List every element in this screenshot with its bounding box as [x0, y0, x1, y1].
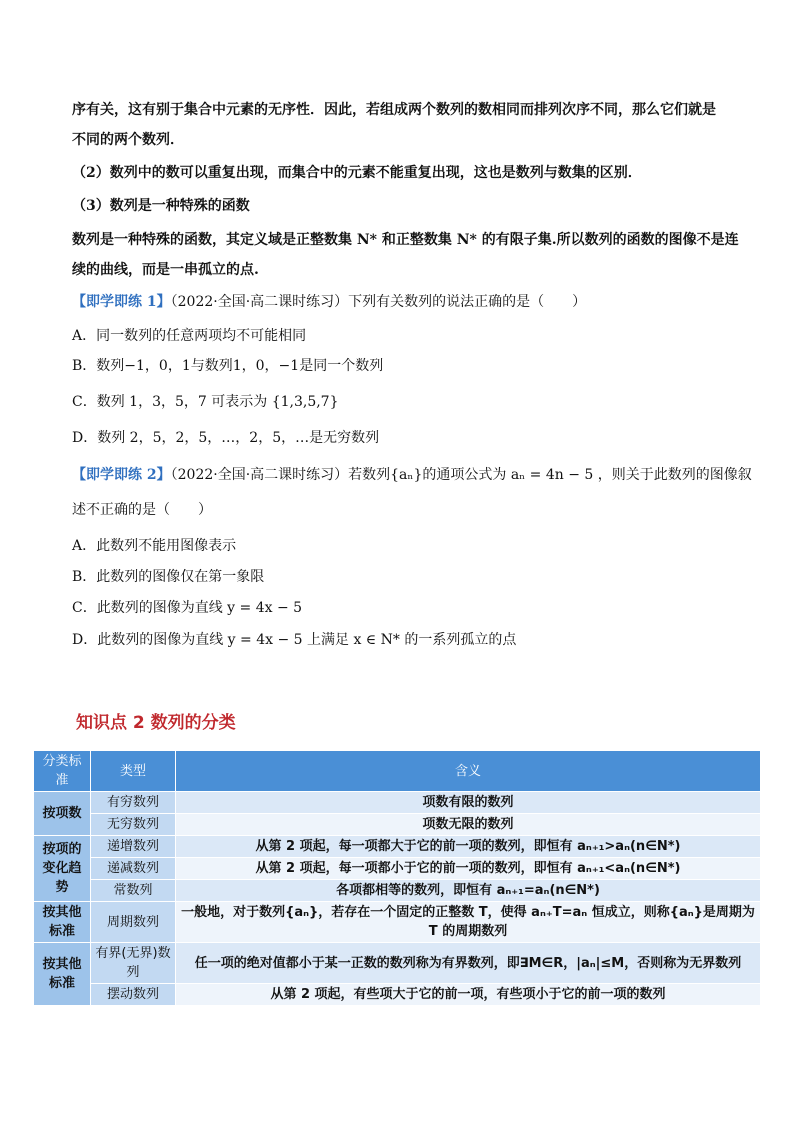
paragraph-line: （3）数列是一种特殊的函数 [72, 198, 250, 214]
question-1-stem [72, 292, 586, 312]
question-2-option: A．此数列不能用图像表示 [72, 538, 237, 554]
type-cell: 无穷数列 [91, 814, 176, 836]
table-row [34, 943, 761, 984]
question-2-option: D．此数列的图像为直线 y = 4x − 5 上满足 x ∈ N* 的一系列孤立的点 [72, 632, 517, 648]
paragraph-line: 续的曲线，而是一串孤立的点. [72, 262, 259, 278]
meaning-cell: 项数有限的数列 [176, 792, 761, 814]
type-cell: 递增数列 [91, 836, 176, 858]
table-row [34, 902, 761, 943]
paragraph-line: （2）数列中的数可以重复出现，而集合中的元素不能重复出现，这也是数列与数集的区别． [72, 165, 642, 181]
question-2-stem-cont: 述不正确的是（ ） [72, 502, 212, 518]
table-row [34, 792, 761, 814]
type-cell: 递减数列 [91, 858, 176, 880]
meaning-cell: 从第 2 项起，每一项都小于它的前一项的数列，即恒有 aₙ₊₁<aₙ(n∈N*) [176, 858, 761, 880]
question-2-stem [72, 465, 752, 485]
question-2-text: （2022·全国·高二课时练习）若数列{aₙ}的通项公式为 aₙ = 4n − 5 ，则关于此数列的图像叙 [170, 467, 752, 483]
group-cell: 按其他标准 [34, 943, 91, 1006]
header-cell: 类型 [91, 751, 176, 792]
type-cell: 常数列 [91, 880, 176, 902]
group-cell: 按其他标准 [34, 902, 91, 943]
paragraph-line: 序有关，这有别于集合中元素的无序性．因此，若组成两个数列的数相同而排列次序不同，那么它们就是 [72, 102, 716, 118]
table-row [34, 836, 761, 858]
meaning-cell: 项数无限的数列 [176, 814, 761, 836]
classification-table [33, 750, 761, 1006]
meaning-cell: 各项都相等的数列，即恒有 aₙ₊₁=aₙ(n∈N*) [176, 880, 761, 902]
header-cell: 含义 [176, 751, 761, 792]
group-cell: 按项数 [34, 792, 91, 836]
question-2-option: C．此数列的图像为直线 y = 4x − 5 [72, 600, 303, 616]
section-heading: 知识点 2 数列的分类 [76, 713, 236, 733]
type-cell: 有界(无界)数列 [91, 943, 176, 984]
group-cell: 按项的变化趋势 [34, 836, 91, 902]
type-cell: 有穷数列 [91, 792, 176, 814]
question-1-option: A．同一数列的任意两项均不可能相同 [72, 328, 307, 344]
meaning-cell: 任一项的绝对值都小于某一正数的数列称为有界数列，即∃M∈R，|aₙ|≤M，否则称为无界数列 [176, 943, 761, 984]
paragraph-line: 不同的两个数列． [72, 132, 184, 148]
type-cell: 周期数列 [91, 902, 176, 943]
question-1-option: C．数列 1，3，5，7 可表示为 {1,3,5,7} [72, 394, 339, 410]
meaning-cell: 从第 2 项起，有些项大于它的前一项，有些项小于它的前一项的数列 [176, 984, 761, 1006]
table-row [34, 880, 761, 902]
table-row [34, 814, 761, 836]
header-cell: 分类标准 [34, 751, 91, 792]
question-1-option: D．数列 2，5，2，5，…，2，5，…是无穷数列 [72, 430, 380, 446]
table-row [34, 858, 761, 880]
table-header-row [34, 751, 761, 792]
paragraph-line: 数列是一种特殊的函数，其定义域是正整数集 N* 和正整数集 N* 的有限子集.所以数列的函数的图像不是连 [72, 232, 739, 248]
question-2-option: B．此数列的图像仅在第一象限 [72, 569, 265, 585]
question-1-option: B．数列−1，0，1与数列1，0，−1是同一个数列 [72, 358, 384, 374]
question-1-tag: 【即学即练 1】 [72, 294, 171, 310]
question-2-tag: 【即学即练 2】 [72, 467, 171, 483]
meaning-cell: 从第 2 项起，每一项都大于它的前一项的数列，即恒有 aₙ₊₁>aₙ(n∈N*) [176, 836, 761, 858]
question-1-text: （2022·全国·高二课时练习）下列有关数列的说法正确的是（ ） [170, 294, 587, 310]
type-cell: 摆动数列 [91, 984, 176, 1006]
table-row [34, 984, 761, 1006]
meaning-cell: 一般地，对于数列{aₙ}，若存在一个固定的正整数 T，使得 aₙ₊T=aₙ 恒成立，则称{aₙ}是周期为 T 的周期数列 [176, 902, 761, 943]
